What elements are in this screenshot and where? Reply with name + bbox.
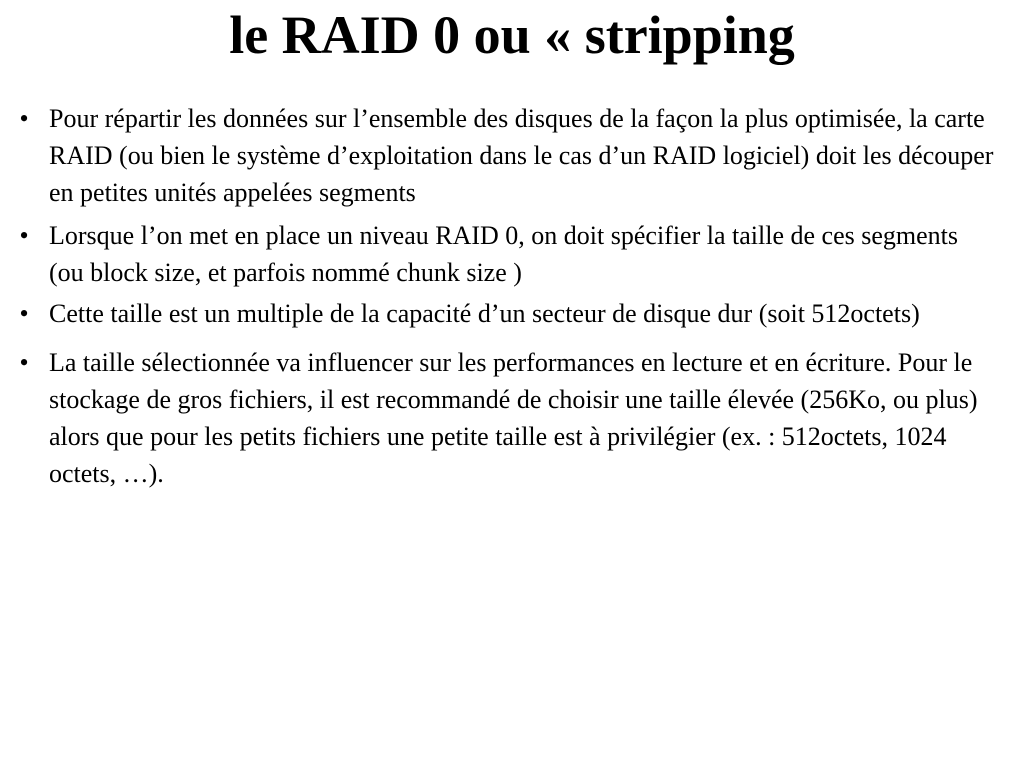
bullet-item: [14, 344, 994, 492]
bullet-icon: •: [19, 221, 29, 250]
bullet-item: [14, 217, 994, 291]
bullet-text: Lorsque l’on met en place un niveau RAID 0, on doit spécifier la taille de ces segments (ou block size, et parfois nommé chunk size ): [49, 221, 958, 287]
bullet-icon: •: [19, 299, 29, 328]
bullet-list: [14, 100, 994, 498]
bullet-item: [14, 295, 994, 332]
slide-title: le RAID 0 ou « stripping: [229, 5, 795, 65]
bullet-text: La taille sélectionnée va influencer sur les performances en lecture et en écriture. Pour le stockage de gros fichiers, il est recommandé de choisir une taille élevée (256Ko, ou plus) alors que pour les petits fichiers une petite taille est à privilégier (ex. : 512octets, 1024 octets, …).: [49, 348, 978, 488]
bullet-text: Cette taille est un multiple de la capacité d’un secteur de disque dur (soit 512octets): [49, 299, 920, 328]
bullet-text: Pour répartir les données sur l’ensemble des disques de la façon la plus optimisée, la carte RAID (ou bien le système d’exploitation dans le cas d’un RAID logiciel) doit les découper en petites unités appelées segments: [49, 104, 994, 207]
bullet-icon: •: [19, 104, 29, 133]
bullet-item: [14, 100, 994, 211]
bullet-icon: •: [19, 348, 29, 377]
